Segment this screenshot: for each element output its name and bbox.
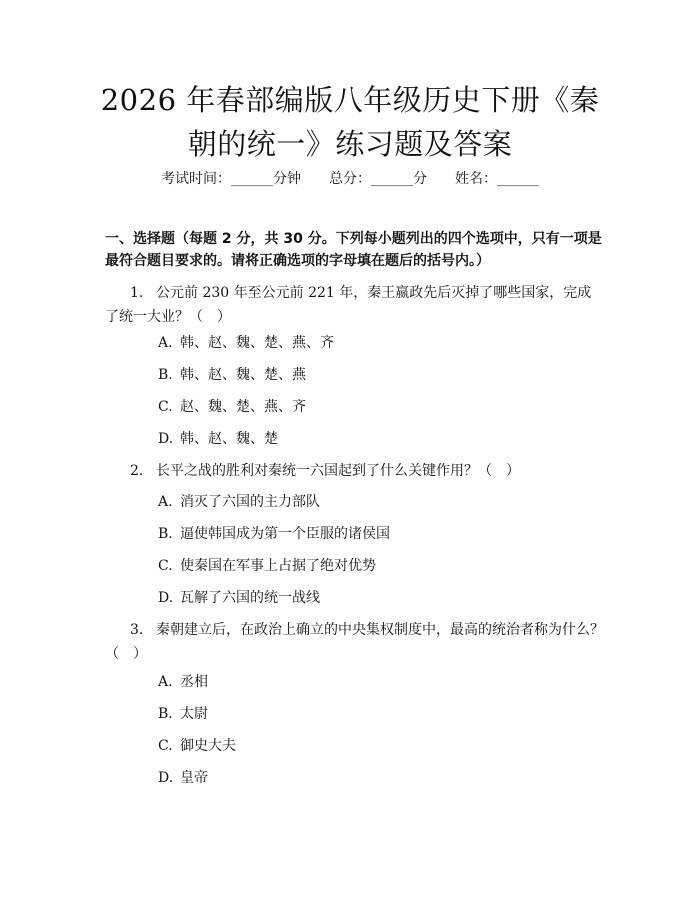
question-number: 2. (130, 463, 144, 479)
option-2d (158, 588, 320, 608)
option-3b (158, 704, 208, 724)
question-text: 秦朝建立后，在政治上确立的中央集权制度中，最高的统治者称为什么？（ ） (105, 622, 604, 662)
total-score-blank: ______ (371, 171, 413, 187)
option-text: 瓦解了六国的统一战线 (180, 590, 320, 606)
option-3a (158, 672, 208, 692)
option-2c (158, 556, 376, 576)
option-text: 韩、赵、魏、楚、燕 (180, 367, 306, 383)
option-letter: D. (158, 590, 174, 606)
question-3 (105, 618, 605, 666)
question-2 (105, 459, 605, 483)
option-letter: B. (158, 706, 173, 722)
option-letter: C. (158, 399, 173, 415)
option-1d (158, 429, 278, 449)
option-2b (158, 524, 390, 544)
exam-time-label: 考试时间： (161, 171, 231, 187)
option-text: 赵、魏、楚、燕、齐 (180, 399, 306, 415)
exam-time-unit: 分钟 (273, 171, 301, 187)
name-label: 姓名： (455, 171, 497, 187)
option-letter: D. (158, 431, 174, 447)
option-1b (158, 365, 306, 385)
option-1a (158, 333, 334, 353)
option-letter: D. (158, 770, 174, 786)
option-letter: B. (158, 367, 173, 383)
exam-info-line (0, 168, 700, 188)
section-heading: 一、选择题（每题 2 分，共 30 分。下列每小题列出的四个选项中，只有一项是最符合题目要求的。请将正确选项的字母填在题后的括号内。） (105, 231, 602, 269)
option-3c (158, 736, 236, 756)
option-text: 消灭了六国的主力部队 (180, 494, 320, 510)
question-text: 公元前 230 年至公元前 221 年，秦王嬴政先后灭掉了哪些国家，完成了统一大业？（ ） (105, 285, 592, 325)
option-1c (158, 397, 306, 417)
question-number: 3. (130, 622, 144, 638)
option-letter: B. (158, 526, 173, 542)
total-score-label: 总分： (329, 171, 371, 187)
option-text: 太尉 (180, 706, 208, 722)
page-title: 2026 年春部编版八年级历史下册《秦朝的统一》练习题及答案 (100, 83, 600, 161)
option-letter: A. (158, 674, 173, 690)
option-letter: A. (158, 494, 173, 510)
question-1 (105, 281, 605, 329)
option-letter: C. (158, 558, 173, 574)
option-2a (158, 492, 320, 512)
option-text: 皇帝 (180, 770, 208, 786)
option-text: 韩、赵、魏、楚 (180, 431, 278, 447)
option-text: 丞相 (180, 674, 208, 690)
option-letter: A. (158, 335, 173, 351)
option-3d (158, 768, 208, 788)
exam-time-blank: ______ (231, 171, 273, 187)
option-text: 韩、赵、魏、楚、燕、齐 (180, 335, 334, 351)
option-text: 御史大夫 (180, 738, 236, 754)
question-text: 长平之战的胜利对秦统一六国起到了什么关键作用？（ ） (156, 463, 520, 479)
option-text: 使秦国在军事上占据了绝对优势 (180, 558, 376, 574)
name-blank: ______ (497, 171, 539, 187)
option-letter: C. (158, 738, 173, 754)
option-text: 逼使韩国成为第一个臣服的诸侯国 (180, 526, 390, 542)
question-number: 1. (130, 285, 144, 301)
total-score-unit: 分 (413, 171, 427, 187)
